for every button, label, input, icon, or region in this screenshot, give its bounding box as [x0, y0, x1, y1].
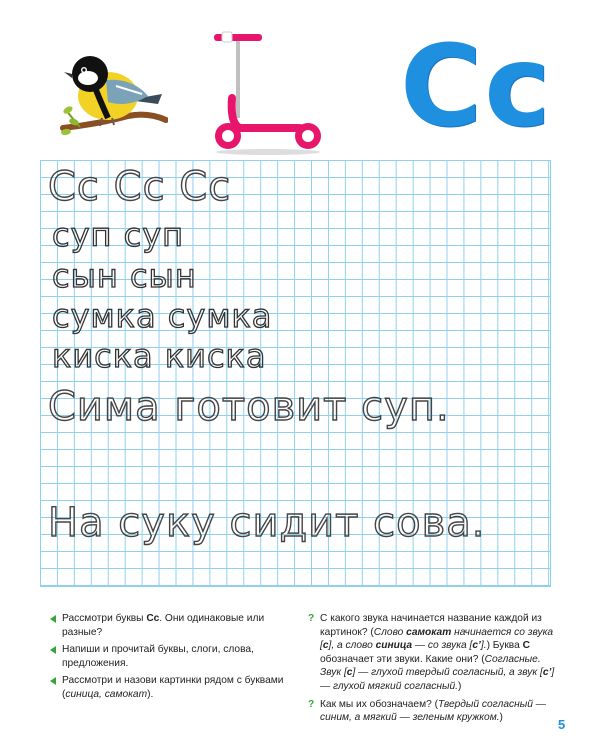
tracing-sentence-1: Сима готовит суп. — [48, 384, 450, 430]
question-mark-icon: ? — [308, 613, 315, 624]
tracing-line-word-2: киска киска — [52, 337, 267, 375]
tracing-sentence-2: На суку сидит сова. — [48, 500, 486, 546]
instruction-item: Напиши и прочитай буквы, слоги, слова, предложения. — [50, 643, 305, 670]
titmouse-bird-illustration — [58, 50, 168, 145]
scooter-illustration — [200, 28, 325, 156]
triangle-bullet-icon — [50, 646, 56, 654]
triangle-bullet-icon — [50, 677, 56, 685]
tracing-line-word-1: сумка сумка — [52, 297, 273, 335]
tracing-line-syllable-1: суп суп — [52, 216, 185, 254]
instruction-item: Рассмотри и назови картинки рядом с буквами (синица, самокат). — [50, 674, 305, 701]
big-letter-heading: Cc — [400, 22, 553, 152]
instructions-right-column — [308, 612, 556, 729]
instruction-item: Рассмотри буквы Сс. Они одинаковые или разные? — [50, 612, 305, 639]
triangle-bullet-icon — [50, 615, 56, 623]
question-mark-icon: ? — [308, 698, 315, 710]
question-item: ? Как мы их обозначаем? (Твердый согласный — синим, а мягкий — зеленым кружком.) — [308, 698, 546, 724]
question-item: ? С какого звука начинается название каждой из картинок? (Слово самокат начинается со звука [с], а слово синица — со звука [с’].) Буква С обозначает эти звуки. Какие они? (Согласные. Звук [с] — глухой твердый согласный, а звук [с’] — глухой мягкий согласный.) — [308, 613, 555, 692]
page-number: 5 — [558, 717, 566, 732]
tracing-line-syllable-2: сын сын — [52, 257, 197, 295]
tracing-line-letters: Сс Сс Сс — [48, 164, 232, 210]
instructions-left-column — [50, 612, 305, 706]
